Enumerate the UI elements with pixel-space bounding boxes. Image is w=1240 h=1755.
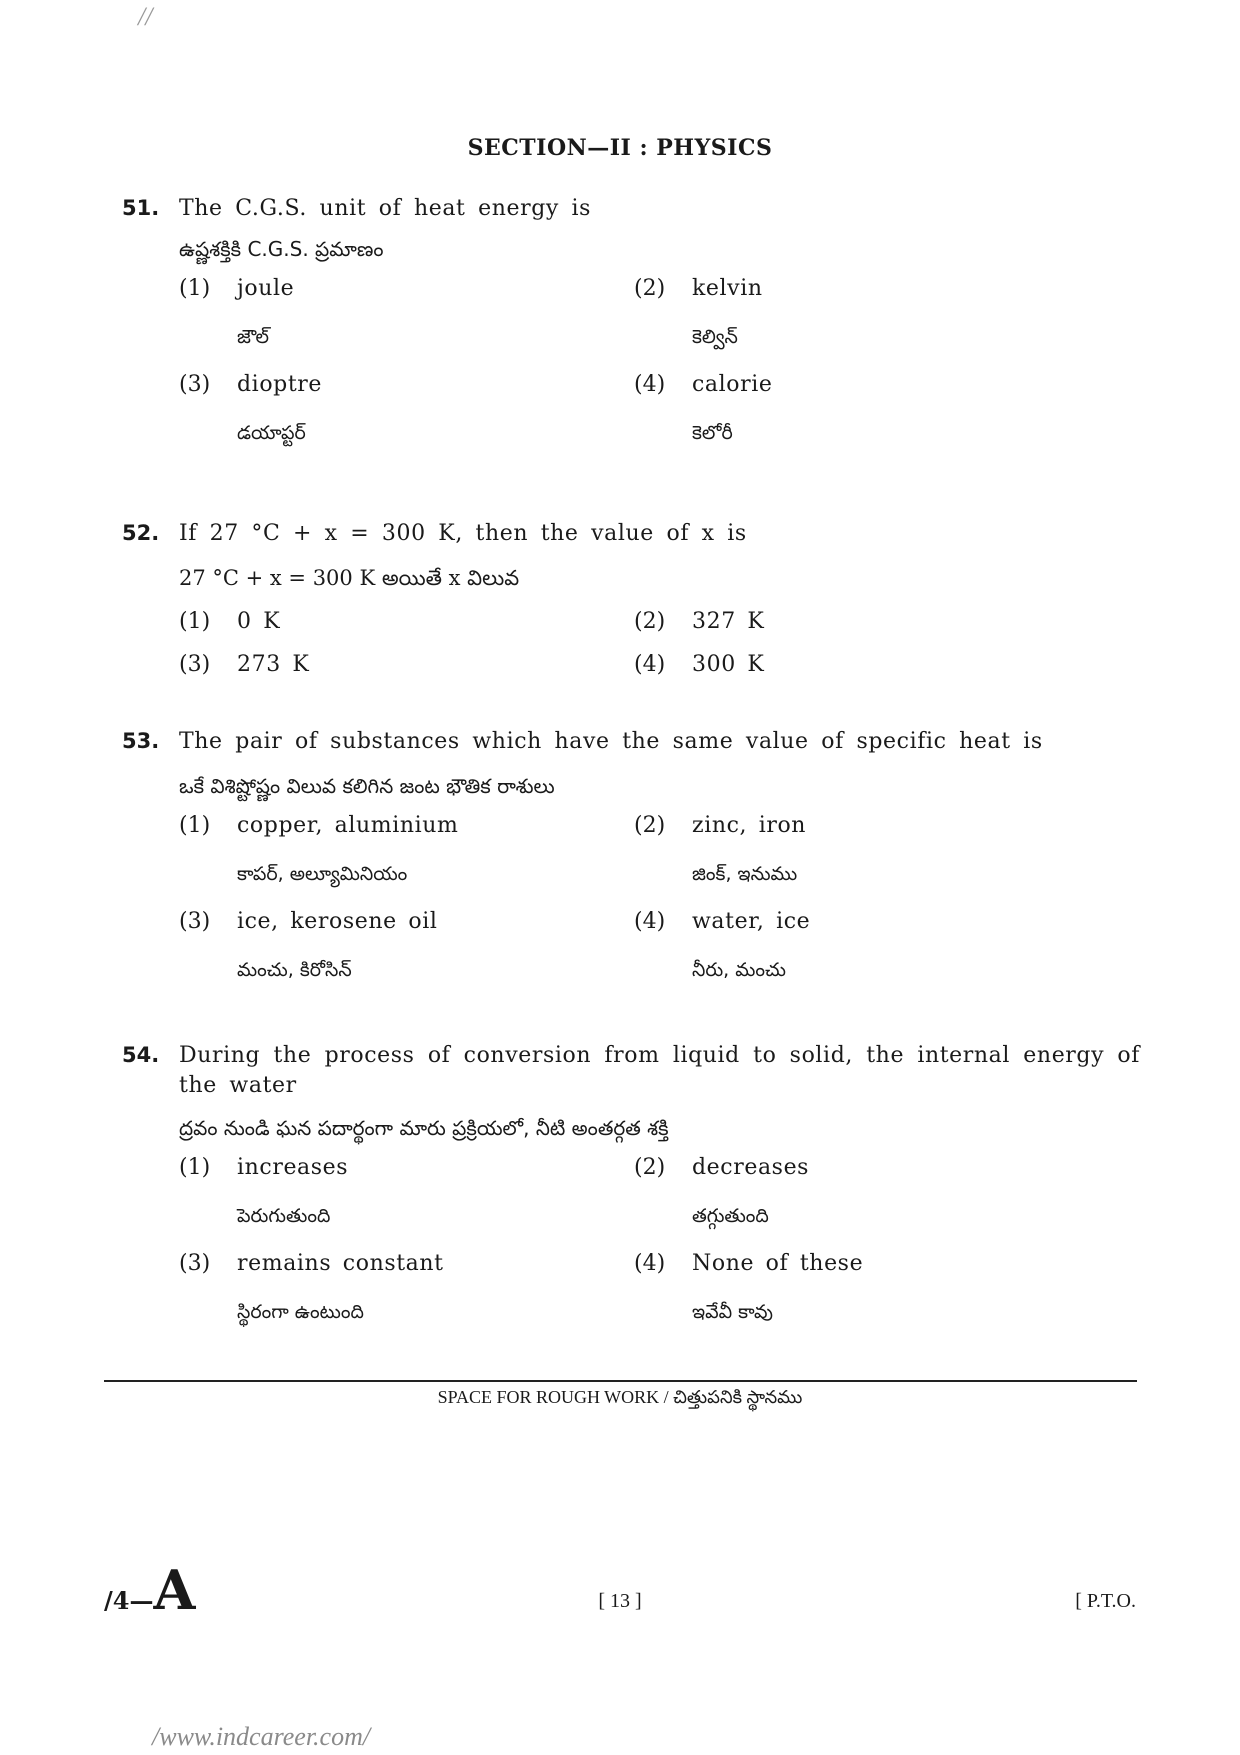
option-number: (2) bbox=[634, 276, 666, 301]
corner-mark: // bbox=[138, 2, 153, 31]
question-number: 51. bbox=[122, 196, 160, 220]
divider-rule bbox=[104, 1380, 1137, 1382]
option-number: (3) bbox=[179, 372, 211, 397]
option-3[interactable] bbox=[179, 907, 634, 1003]
option-text-telugu: పెరుగుతుంది bbox=[237, 1205, 331, 1227]
option-text: calorie bbox=[692, 372, 773, 397]
section-title: SECTION—II : PHYSICS bbox=[467, 135, 773, 161]
option-2[interactable] bbox=[634, 607, 1089, 637]
option-text-telugu: కాపర్, అల్యూమినియం bbox=[237, 863, 408, 885]
option-1[interactable] bbox=[179, 811, 634, 907]
option-text: None of these bbox=[692, 1251, 864, 1276]
booklet-code-prefix: /4— bbox=[104, 1586, 154, 1615]
option-text-telugu: కెల్విన్ bbox=[692, 326, 738, 348]
option-text-telugu: ఇవేవీ కావు bbox=[692, 1301, 773, 1323]
option-text: joule bbox=[237, 276, 295, 301]
option-text: 273 K bbox=[237, 652, 310, 677]
option-number: (3) bbox=[179, 1251, 211, 1276]
option-number: (4) bbox=[634, 909, 666, 934]
question-text: The pair of substances which have the same value of specific heat is bbox=[179, 729, 1043, 754]
option-text: decreases bbox=[692, 1155, 810, 1180]
options bbox=[179, 607, 1140, 680]
option-number: (1) bbox=[179, 276, 211, 301]
page-number: [ 13 ] bbox=[598, 1590, 642, 1612]
rough-work-label: SPACE FOR ROUGH WORK / చిత్తుపనికి స్థానము bbox=[437, 1387, 803, 1407]
option-4[interactable] bbox=[634, 370, 1089, 466]
option-2[interactable] bbox=[634, 274, 1089, 370]
question-53 bbox=[122, 726, 1140, 1003]
option-text: dioptre bbox=[237, 372, 323, 397]
question-number: 54. bbox=[122, 1043, 160, 1067]
option-text-telugu: తగ్గుతుంది bbox=[692, 1205, 769, 1227]
options bbox=[179, 811, 1140, 1003]
option-number: (2) bbox=[634, 1155, 666, 1180]
option-3[interactable] bbox=[179, 370, 634, 466]
question-text-telugu: ద్రవం నుండి ఘన పదార్థంగా మారు ప్రక్రియలో, నీటి అంతర్గత శక్తి bbox=[179, 1116, 669, 1140]
option-number: (2) bbox=[634, 813, 666, 838]
option-4[interactable] bbox=[634, 1249, 1089, 1345]
question-text: If 27 °C + x = 300 K, then the value of x is bbox=[179, 521, 747, 546]
option-text: remains constant bbox=[237, 1251, 444, 1276]
option-text: 327 K bbox=[692, 609, 765, 634]
pto-label: [ P.T.O. bbox=[1075, 1590, 1136, 1612]
option-1[interactable] bbox=[179, 274, 634, 370]
option-1[interactable] bbox=[179, 1153, 634, 1249]
option-text-telugu: జౌల్ bbox=[237, 326, 270, 348]
option-4[interactable] bbox=[634, 907, 1089, 1003]
option-number: (4) bbox=[634, 652, 666, 677]
option-text-telugu: నీరు, మంచు bbox=[692, 959, 787, 981]
question-text-telugu: 27 °C + x = 300 K అయితే x విలువ bbox=[179, 566, 520, 590]
option-text: water, ice bbox=[692, 909, 811, 934]
option-number: (1) bbox=[179, 1155, 211, 1180]
options bbox=[179, 274, 1140, 466]
option-text: increases bbox=[237, 1155, 349, 1180]
option-number: (4) bbox=[634, 372, 666, 397]
option-text-telugu: కెలోరీ bbox=[692, 422, 733, 444]
option-1[interactable] bbox=[179, 607, 634, 637]
question-52 bbox=[122, 518, 1140, 680]
options bbox=[179, 1153, 1140, 1345]
option-text-telugu: మంచు, కిరోసిన్ bbox=[237, 959, 352, 981]
option-2[interactable] bbox=[634, 1153, 1089, 1249]
option-text-telugu: జింక్, ఇనుము bbox=[692, 863, 798, 885]
option-2[interactable] bbox=[634, 811, 1089, 907]
option-number: (3) bbox=[179, 652, 211, 677]
option-text-telugu: డయాప్టర్ bbox=[237, 422, 306, 444]
question-54 bbox=[122, 1040, 1140, 1345]
booklet-series-letter: A bbox=[153, 1558, 196, 1622]
question-text: The C.G.S. unit of heat energy is bbox=[179, 196, 592, 221]
watermark: /www.indcareer.com/ bbox=[152, 1722, 371, 1751]
option-number: (2) bbox=[634, 609, 666, 634]
option-number: (4) bbox=[634, 1251, 666, 1276]
option-number: (1) bbox=[179, 813, 211, 838]
question-51 bbox=[122, 193, 1140, 466]
question-number: 53. bbox=[122, 729, 160, 753]
option-text: 300 K bbox=[692, 652, 765, 677]
question-text-telugu: ఒకే విశిష్టోష్ణం విలువ కలిగిన జంట భౌతిక రాశులు bbox=[179, 774, 555, 798]
option-text: zinc, iron bbox=[692, 813, 807, 838]
option-3[interactable] bbox=[179, 650, 634, 680]
question-text-telugu: ఉష్ణశక్తికి C.G.S. ప్రమాణం bbox=[179, 237, 384, 261]
option-3[interactable] bbox=[179, 1249, 634, 1345]
question-text: During the process of conversion from liquid to solid, the internal energy of the water bbox=[179, 1043, 1140, 1098]
option-text: 0 K bbox=[237, 609, 281, 634]
option-text: copper, aluminium bbox=[237, 813, 459, 838]
question-number: 52. bbox=[122, 521, 160, 545]
option-number: (1) bbox=[179, 609, 211, 634]
option-number: (3) bbox=[179, 909, 211, 934]
option-4[interactable] bbox=[634, 650, 1089, 680]
option-text: kelvin bbox=[692, 276, 763, 301]
option-text: ice, kerosene oil bbox=[237, 909, 438, 934]
option-text-telugu: స్థిరంగా ఉంటుంది bbox=[237, 1301, 364, 1323]
